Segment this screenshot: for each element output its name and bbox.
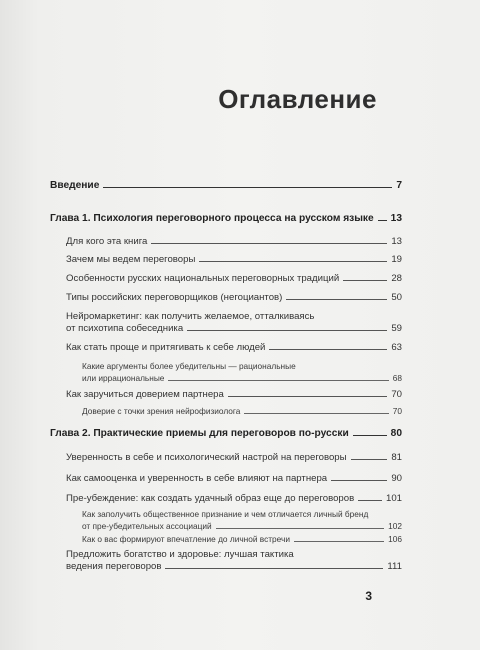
toc-entry[interactable] xyxy=(66,342,402,354)
toc-entry-chapter-1[interactable] xyxy=(50,213,402,225)
toc-label: Как заполучить общественное признание и чем отличается личный бренд xyxy=(82,509,369,519)
toc-label: Как стать проще и притягивать к себе людей xyxy=(66,342,266,353)
dot-leader xyxy=(103,187,392,188)
dot-leader xyxy=(378,220,387,221)
toc-page: 68 xyxy=(392,373,402,383)
toc-subentry[interactable] xyxy=(82,508,402,532)
toc-entry[interactable] xyxy=(66,473,402,485)
toc-label-continued: от пре-убедительных ассоциаций xyxy=(82,521,212,531)
toc-label: Какие аргументы более убедительны — рациональные xyxy=(82,361,296,371)
toc-page: 63 xyxy=(391,342,402,353)
toc-entry[interactable] xyxy=(66,452,402,464)
toc-subentry[interactable] xyxy=(82,405,402,417)
toc-label-continued: или иррациональные xyxy=(82,373,165,383)
toc-label: Как заручиться доверием партнера xyxy=(66,389,224,400)
toc-subentry[interactable] xyxy=(82,360,402,384)
toc-entry[interactable] xyxy=(66,236,402,248)
toc-label: Как самооценка и уверенность в себе влияют на партнера xyxy=(66,473,328,484)
page-title: Оглавление xyxy=(218,84,377,114)
toc-label: Нейромаркетинг: как получить желаемое, отталкиваясь xyxy=(66,311,315,322)
toc-page: 70 xyxy=(391,389,402,400)
dot-leader xyxy=(228,396,387,397)
toc-label: Пре-убеждение: как создать удачный образ еще до переговоров xyxy=(66,493,355,504)
toc-page: 70 xyxy=(392,406,402,416)
toc-page: 80 xyxy=(390,428,402,439)
toc-entry[interactable] xyxy=(66,549,402,573)
toc-entry[interactable] xyxy=(66,493,402,505)
dot-leader xyxy=(358,500,382,501)
toc-label: Глава 2. Практические приемы для переговоров по-русски xyxy=(50,428,349,439)
toc-entry[interactable] xyxy=(66,254,402,266)
toc-label: Для кого эта книга xyxy=(66,236,148,247)
toc-page: 111 xyxy=(387,561,402,572)
dot-leader xyxy=(187,330,387,331)
toc-label: Уверенность в себе и психологический настрой на переговоры xyxy=(66,452,347,463)
toc-entry-intro[interactable] xyxy=(50,180,402,192)
toc-label: Предложить богатство и здоровье: лучшая тактика xyxy=(66,549,294,560)
dot-leader xyxy=(216,528,384,529)
dot-leader xyxy=(168,380,388,381)
toc-label-continued: от психотипа собеседника xyxy=(66,323,184,334)
toc-label: Особенности русских национальных переговорных традиций xyxy=(66,273,340,284)
toc-subentry[interactable] xyxy=(82,533,402,545)
toc-page: 101 xyxy=(385,493,402,504)
toc-page: 13 xyxy=(391,236,402,247)
dot-leader xyxy=(244,413,388,414)
toc-label: Глава 1. Психология переговорного процесса на русском языке xyxy=(50,213,374,224)
toc-entry[interactable] xyxy=(66,273,402,285)
toc-label: Зачем мы ведем переговоры xyxy=(66,254,196,265)
toc-label-continued: ведения переговоров xyxy=(66,561,162,572)
dot-leader xyxy=(165,568,383,569)
toc-entry[interactable] xyxy=(66,311,402,335)
dot-leader xyxy=(343,280,387,281)
toc-page: 50 xyxy=(391,292,402,303)
dot-leader xyxy=(294,541,384,542)
toc-entry-chapter-2[interactable] xyxy=(50,428,402,440)
toc-page: 28 xyxy=(391,273,402,284)
page-number: 3 xyxy=(365,589,372,603)
dot-leader xyxy=(353,435,387,436)
dot-leader xyxy=(151,243,387,244)
toc-label: Типы российских переговорщиков (негоциантов) xyxy=(66,292,283,303)
toc-label: Введение xyxy=(50,180,100,191)
dot-leader xyxy=(286,299,387,300)
toc-label: Как о вас формируют впечатление до личной встречи xyxy=(82,534,290,544)
toc-page: 81 xyxy=(391,452,402,463)
toc-page: 102 xyxy=(388,521,402,531)
toc-entry[interactable] xyxy=(66,389,402,401)
toc-page: 19 xyxy=(391,254,402,265)
toc-page: 7 xyxy=(396,180,402,191)
dot-leader xyxy=(331,480,387,481)
toc-page: 13 xyxy=(390,213,402,224)
toc-entry[interactable] xyxy=(66,292,402,304)
dot-leader xyxy=(269,349,387,350)
dot-leader xyxy=(351,459,388,460)
toc-page: 106 xyxy=(388,534,402,544)
toc-page: 90 xyxy=(391,473,402,484)
toc-label: Доверие с точки зрения нейрофизиолога xyxy=(82,406,241,416)
dot-leader xyxy=(199,261,387,262)
toc-page: 59 xyxy=(391,323,402,334)
